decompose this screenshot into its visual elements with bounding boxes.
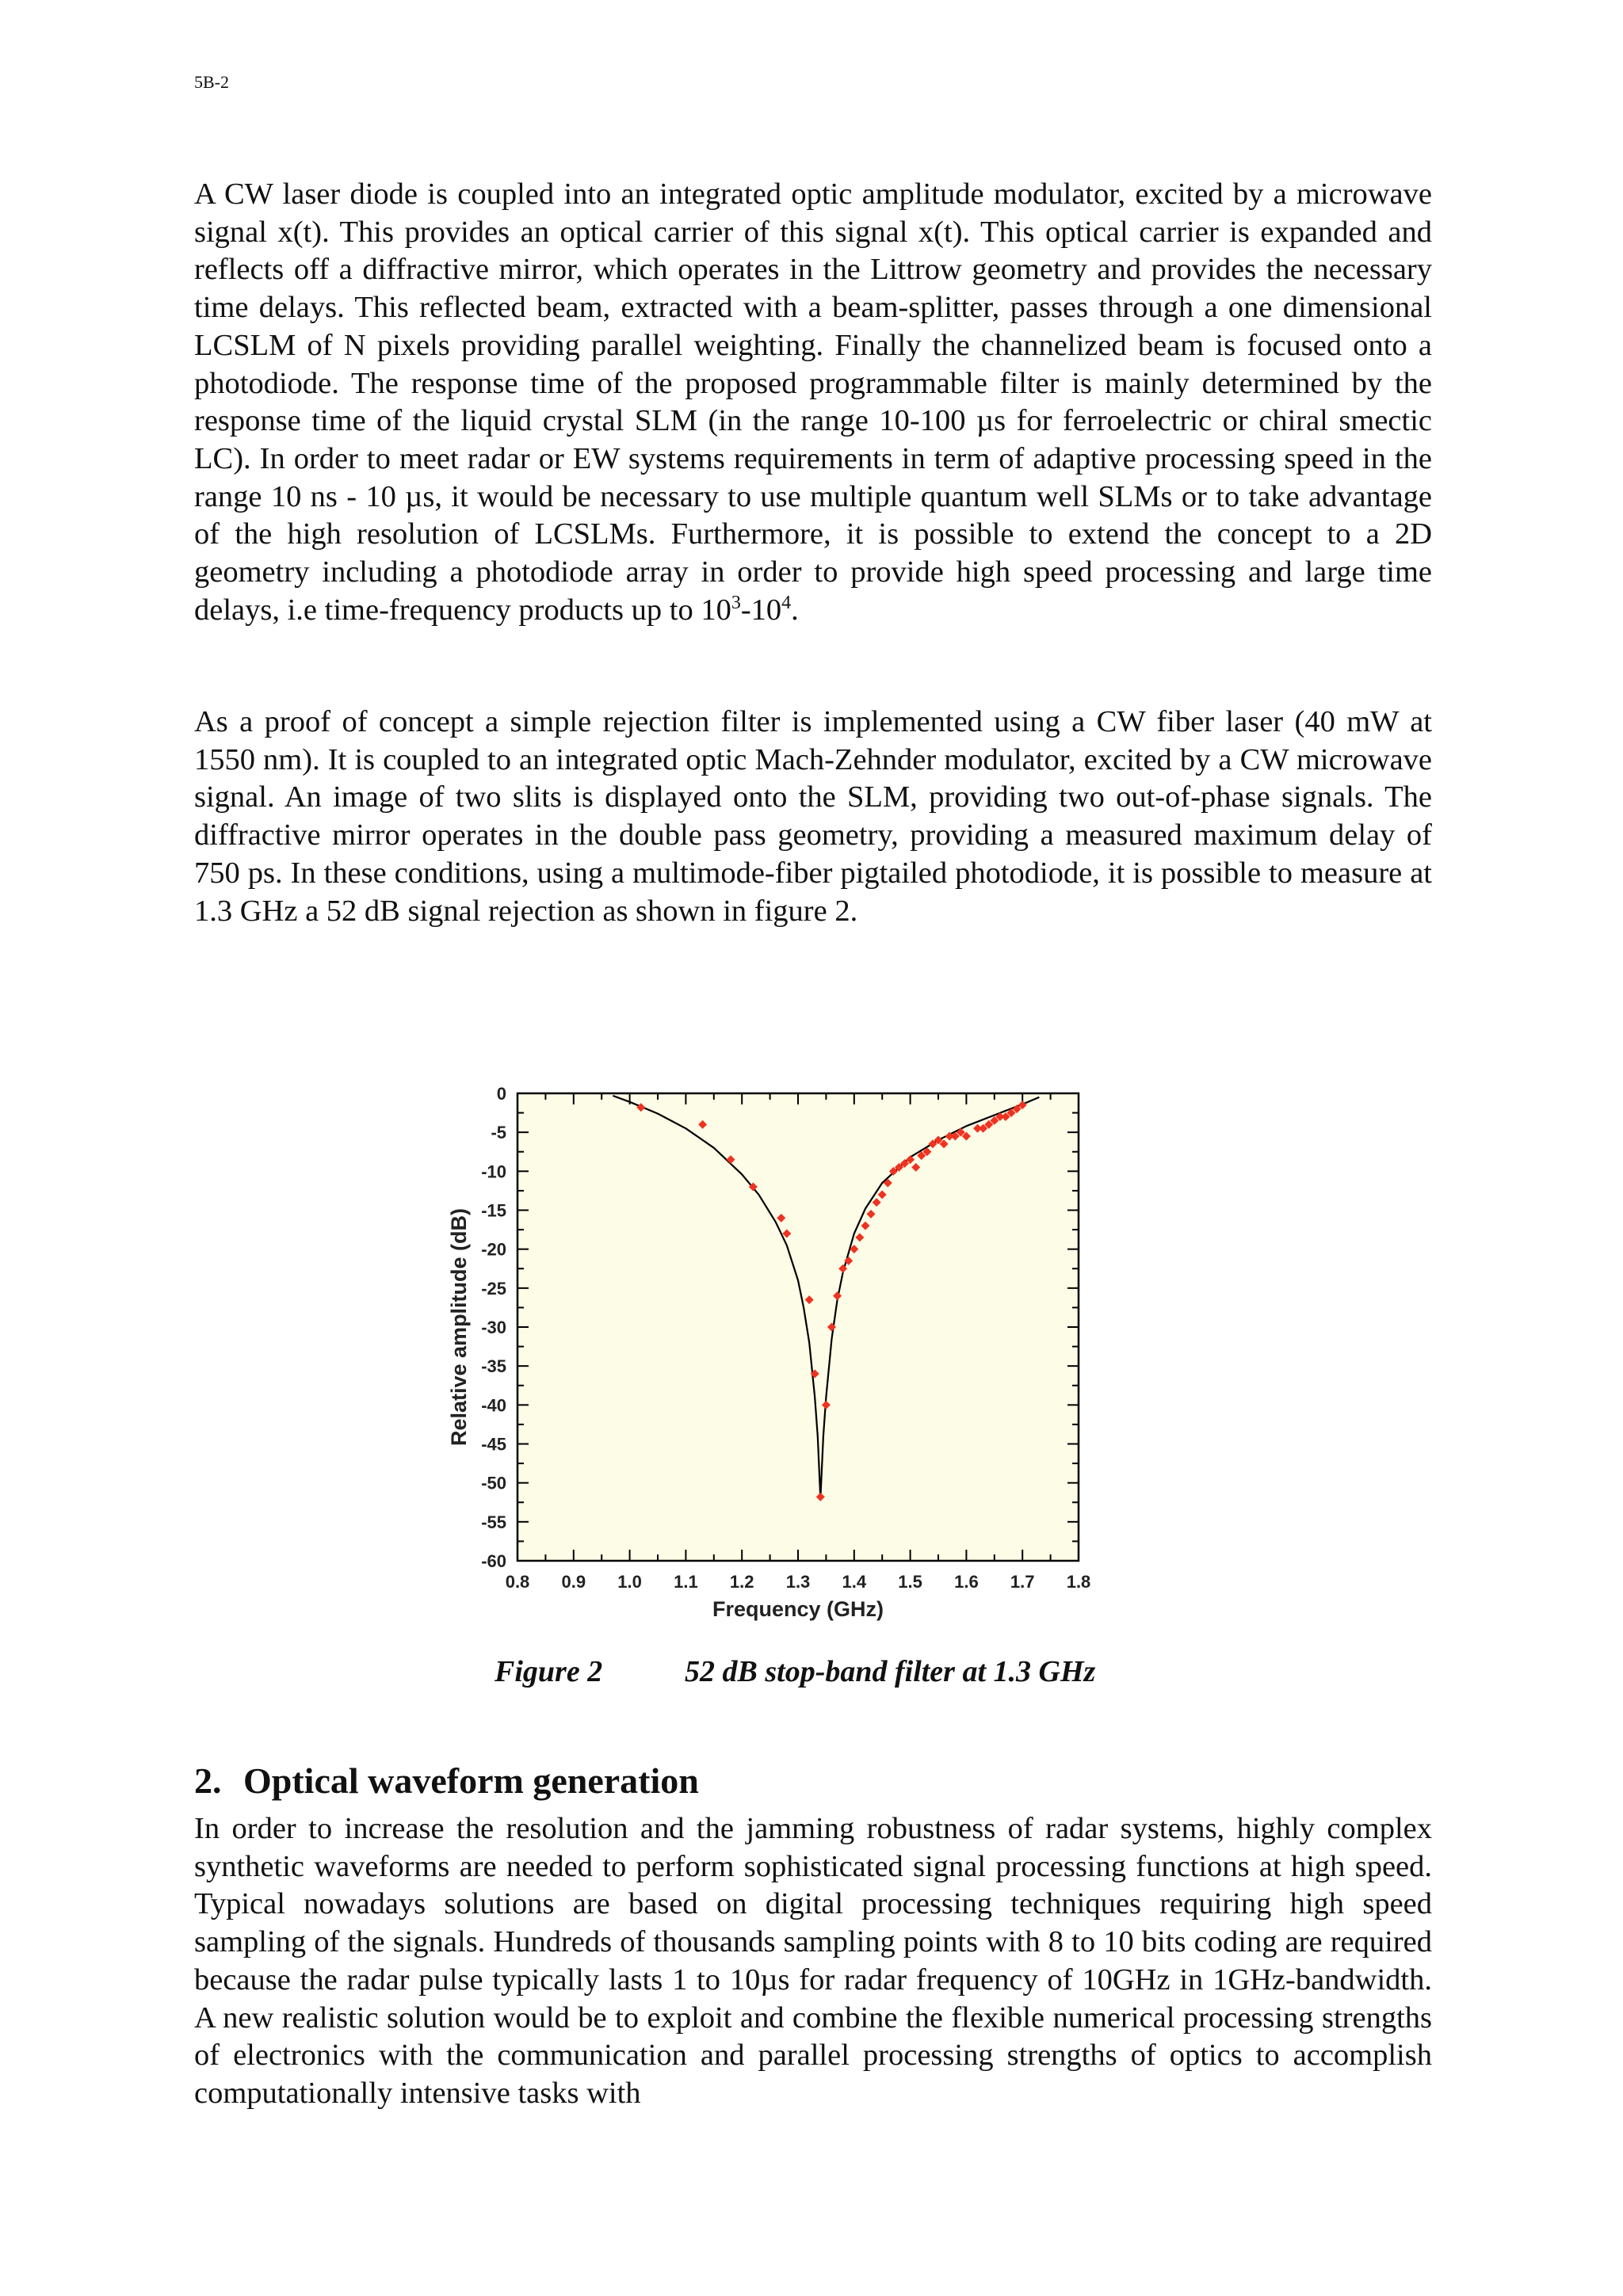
exponent-3: 3 [731,592,741,613]
paragraph-proof-of-concept: As a proof of concept a simple rejection filter is implemented using a CW fiber laser (40 mW at 1550 nm). It is coupled to an integrated optic Mach-Zehnder modulator, excited by a CW microwave signal. An image of two slits is displayed onto the SLM, providing two out-of-phase signals. The diffractive mirror operates in the double pass geometry, providing a measured maximum delay of 750 ps. In these conditions, using a multimode-fiber pigtailed photodiode, it is possible to measure at 1.3 GHz a 52 dB signal rejection as shown in figure 2. [194,705,1432,928]
measured-point [777,1214,785,1222]
measured-point [816,1493,825,1501]
measured-point [636,1103,645,1112]
x-axis-label: Frequency (GHz) [712,1597,884,1621]
y-tick-label: -40 [481,1395,506,1416]
measured-point [749,1183,758,1192]
measured-point [850,1245,858,1253]
measured-point [951,1132,960,1141]
paragraph-1-mid: -10 [740,593,782,627]
measured-point [928,1139,937,1148]
figure-caption [495,1654,1095,1689]
y-tick-label: 0 [496,1084,506,1104]
measured-point [855,1233,864,1241]
measured-point [782,1230,791,1238]
paragraph-waveform-generation: In order to increase the resolution and the jamming robustness of radar systems, highly complex synthetic waveforms are needed to perform sophisticated signal processing functions at high speed. Typical nowadays solutions are based on digital processing techniques requiring high speed sampling of the signals. Hundreds of thousands sampling points with 8 to 10 bits coding are required because the radar pulse typically lasts 1 to 10µs for radar frequency of 10GHz in 1GHz-bandwidth. A new realistic solution would be to exploit and combine the flexible numerical processing strengths of electronics with the communication and parallel processing strengths of optics to accomplish computationally intensive tasks with [194,1812,1432,2110]
measured-point [867,1210,876,1219]
x-tick-label: 1.8 [1066,1572,1091,1592]
x-tick-label: 1.2 [729,1572,754,1592]
y-tick-label: -30 [481,1318,506,1337]
x-tick-label: 0.9 [561,1572,586,1592]
y-tick-label: -25 [481,1278,506,1299]
paragraph-1-text: A CW laser diode is coupled into an integrated optic amplitude modulator, excited by a microwave signal x(t). This provides an optical carrier of this signal x(t). This optical carrier is expanded and reflects off a diffractive mirror, which operates in the Littrow geometry and provides the necessary time delays. This reflected beam, extracted with a beam-splitter, passes through a one dimensional LCSLM of N pixels providing parallel weighting. Finally the channelized beam is focused onto a photodiode. The response time of the proposed programmable filter is mainly determined by the response time of the liquid crystal SLM (in the range 10-100 µs for ferroelectric or chiral smectic LC). In order to meet radar or EW systems requirements in term of adaptive processing speed in the range 10 ns - 10 µs, it would be necessary to use multiple quantum well SLMs or to take advantage of the high resolution of LCSLMs. Furthermore, it is possible to extend the concept to a 2D geometry including a photodiode array in order to provide high speed processing and large time delays, i.e time-frequency products up to 10 [194,177,1432,627]
section-number: 2. [194,1760,222,1801]
theoretical-response-curve [613,1096,1039,1498]
x-tick-label: 1.5 [898,1572,922,1592]
x-tick-label: 1.3 [785,1572,811,1592]
measured-point [878,1190,887,1199]
measured-point [873,1198,881,1207]
y-tick-label: -60 [481,1551,506,1571]
figure-caption-number: Figure 2 [495,1655,603,1688]
paragraph-1-end: . [791,593,799,627]
y-tick-label: -55 [481,1512,506,1532]
measured-point [1001,1112,1010,1121]
measured-point [861,1222,869,1230]
y-tick-label: -50 [481,1473,506,1493]
measured-point [833,1291,842,1300]
x-tick-label: 1.0 [617,1572,642,1592]
measured-point [727,1155,735,1164]
exponent-4: 4 [781,592,792,613]
measured-point [1007,1108,1016,1117]
y-axis-label: Relative amplitude (dB) [447,1207,471,1447]
section-heading [194,1760,699,1802]
paragraph-filter-description [194,176,1432,629]
measured-point [957,1128,965,1137]
measured-point [698,1120,707,1129]
measured-point [995,1112,1004,1121]
measured-point [805,1295,814,1304]
y-tick-label: -35 [481,1356,506,1377]
measured-point [911,1163,920,1172]
measured-point [945,1132,954,1141]
measured-point [822,1401,831,1409]
measured-point [844,1257,853,1265]
plot-area [517,1093,1079,1561]
measured-point [979,1124,987,1133]
x-tick-label: 1.6 [954,1572,979,1592]
measured-point [906,1155,915,1164]
measured-point [1018,1100,1027,1109]
measured-point [990,1116,999,1125]
x-tick-label: 1.4 [842,1572,867,1592]
x-tick-label: 0.8 [505,1572,530,1592]
x-tick-label: 1.1 [674,1572,698,1592]
measured-point [889,1167,898,1176]
y-tick-label: -5 [491,1123,506,1143]
measured-point [895,1163,903,1172]
measured-point [984,1120,993,1129]
figure-caption-text: 52 dB stop-band filter at 1.3 GHz [685,1655,1096,1688]
measured-point [934,1136,943,1145]
measured-point [811,1370,819,1379]
measured-point [827,1323,836,1332]
section-title: Optical waveform generation [243,1760,699,1801]
measured-point [973,1124,982,1133]
measured-point [922,1147,931,1156]
y-tick-label: -15 [481,1200,506,1221]
measured-point [838,1264,847,1273]
y-tick-label: -10 [481,1161,506,1182]
measured-point [884,1179,892,1188]
measured-point [1013,1104,1022,1113]
measured-point [917,1151,926,1160]
y-tick-label: -45 [481,1434,506,1455]
measured-point [940,1139,949,1148]
y-tick-label: -20 [481,1239,506,1260]
page-identifier: 5B-2 [194,72,229,92]
x-tick-label: 1.7 [1010,1572,1035,1592]
measured-point [900,1159,909,1168]
measured-point [962,1132,971,1141]
